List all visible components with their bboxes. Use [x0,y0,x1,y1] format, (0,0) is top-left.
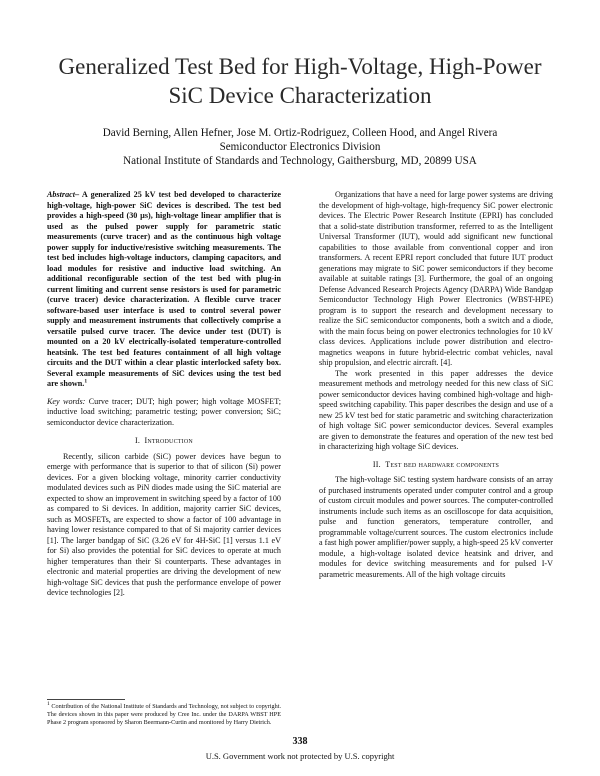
title-line-1: Generalized Test Bed for High-Voltage, High-Power [58,54,542,79]
body-paragraph-3: The high-voltage SiC testing system hardware consists of an array of purchased instruments operated under computer control and a group of custom circuit modules and power sources. The computer-controlled instruments include such items as an oscilloscope for data acquisition, pulse and function generators, temperature controller, and programmable voltage/current sources. The custom electronics include a fast high power amplifier/power supply, a high-speed 25 kV converter module, a high-voltage isolated device heatsink and driver, and modules for device switching measurements and for pulsed I-V parametric measurements. All of the high voltage circuits [319,475,553,579]
body-paragraph-2: The work presented in this paper addresses the device measurement methods and metrology needed for this new class of SiC power semiconductor devices having combined high-voltage and high-speed switching capability. This paper describes the design and use of a new 25 kV test bed for static parametric and switching characterization of high voltage SiC power semiconductor devices. Several examples are given to demonstrate the features and operation of the new test bed in characterizing high voltage SiC devices. [319,368,553,451]
paper-title [20,52,580,110]
author-block [20,126,580,169]
body-paragraph-1: Organizations that have a need for large power systems are driving the development of high-voltage, high-frequency SiC power electronic devices. The Electric Power Research Institute (EPRI) has concluded that a solid-state distribution transformer, referred to as the Intelligent Universal Transformer (IUT), would add significant new functional capabilities to those available from conventional copper and iron transformers. A recent EPRI report concluded that future IUT product generations may migrate to SiC power semiconductors if they become available at suitable ratings [3]. Furthermore, the goal of an ongoing Defense Advanced Research Projects Agency (DARPA) Wide Bandgap Semiconductor Technology High Power Electronics (WBST-HPE) program is to support the research and development necessary to realize the SiC semiconductor components, both a switch and a diode, with the main focus being on power electronics technologies for 10 kV class devices. Applications include power distribution and electro-magnetics weapons in future hybrid-electric combat vehicles, naval ship propulsion, and electric aircraft. [4]. [319,190,553,367]
affiliation: National Institute of Standards and Technology, Gaithersburg, MD, 20899 USA [123,155,477,168]
right-column [319,190,553,580]
keywords [47,397,281,429]
intro-paragraph: Recently, silicon carbide (SiC) power devices have begun to emerge with performance that is superior to that of silicon (Si) power devices. For a given blocking voltage, minority carrier conductivity modulated devices such as PiN diodes made using the SiC material are expected to show an improvement in switching speed by a factor of 100 as compared to Si devices. In addition, majority carrier SiC devices, such as MOSFETs, are expected to show a factor of 100 advantage in having lower resistance compared to that of Si majority carrier devices [1]. The larger bandgap of SiC (3.26 eV for 4H-SiC [1] versus 1.1 eV for Si) also provides the potential for SiC devices to operate at much higher temperatures than their Si counterparts. These advantages in electronic and material properties are driving the development of new high-voltage SiC devices that push the performance envelope of power device technologies [2]. [47,451,281,597]
title-line-2: SiC Device Characterization [168,83,432,108]
section-title: Test bed hardware components [385,459,500,469]
copyright-footer: U.S. Government work not protected by U.S. copyright [205,751,395,761]
footnote [47,700,281,727]
section-heading-hardware [319,460,553,471]
footnote-divider [47,699,125,700]
section-number: II. [372,459,381,469]
page-number: 338 [292,736,308,747]
footnote-mark: 1 [47,700,50,707]
footnote-text: Contribution of the National Institute of Standards and Technology, not subject to copyright. The devices shown in this paper were produced by Cree Inc. under the DARPA WBST HPE Phase 2 program sponsored by Sharon Beermann-Curtin and monitored by Harry Dietrich. [47,703,281,726]
section-title: Introduction [144,436,193,445]
left-column [47,190,281,599]
abstract-text: – A generalized 25 kV test bed developed to characterize high-voltage, high-power SiC devices is described. The test bed provides a high-speed (30 µs), high-voltage linear amplifier that is used as the pulsed power supply for parametric static measurements (curve tracer) and as the continuous high voltage power supply for inductive/resistive switching measurements. The test bed includes high-voltage inductors, clamping capacitors, and load modules for resistive and inductive load switching. An additional reconfigurable section of the test bed with plug-in current limiting and current sense resistors is used for parametric (curve tracer) device characterization. A flexible curve tracer software-based user interface is used to control several power supply and measurement instruments that collectively comprise a versatile pulsed curve tracer. The device under test (DUT) is mounted on a 20 kV electrically-isolated temperature-controlled heatsink. The test bed features containment of all high voltage circuits and the DUT within a clear plastic interlocked safety box. Several example measurements of SiC devices using the test bed are shown. [47,190,281,388]
division: Semiconductor Electronics Division [219,141,381,154]
abstract-footnote-mark: 1 [84,378,88,385]
author-list: David Berning, Allen Hefner, Jose M. Ortiz-Rodriguez, Colleen Hood, and Angel Rivera [102,127,498,139]
keywords-text: Curve tracer; DUT; high power; high voltage MOSFET; inductive load switching; parametric testing; power conversion; SiC; semiconductor device characterization. [47,396,281,427]
abstract-label: Abstract [47,190,75,199]
section-heading-introduction [47,436,281,447]
section-number: I. [135,436,141,445]
keywords-label: Key words: [47,396,86,406]
abstract [47,190,281,390]
